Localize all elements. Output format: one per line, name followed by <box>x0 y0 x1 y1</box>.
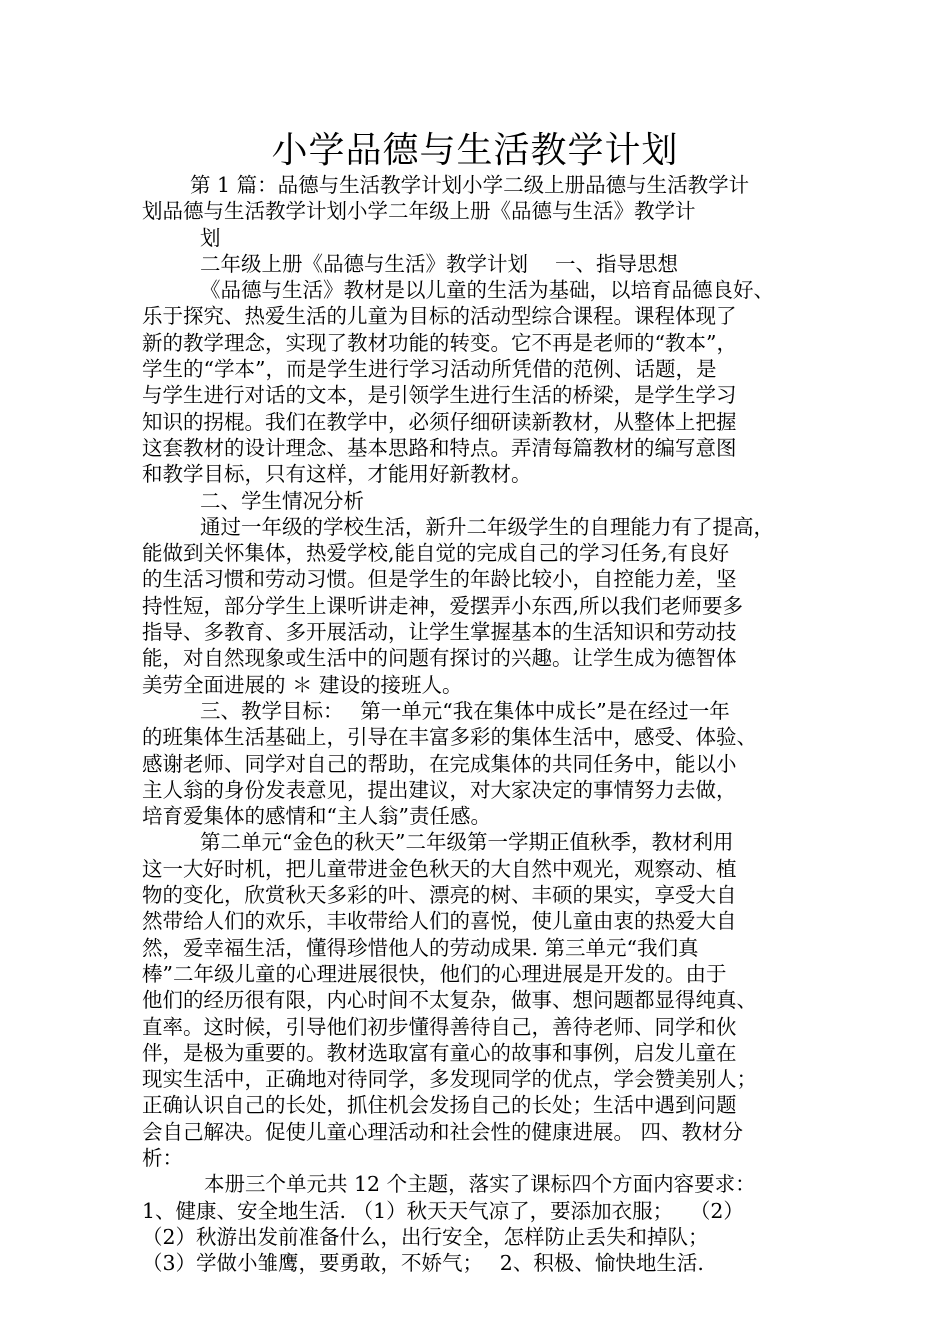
body-line: 新的教学理念，实现了教材功能的转变。它不再是老师的“教本”， <box>142 330 737 355</box>
body-line: 正确认识自己的长处，抓住机会发扬自己的长处；生活中遇到问题 <box>142 1093 737 1118</box>
document-title: 小学品德与生活教学计划 <box>271 130 679 171</box>
body-line: 与学生进行对话的文本，是引领学生进行生活的桥梁，是学生学习 <box>142 383 737 408</box>
body-line: 感谢老师、同学对自己的帮助，在完成集体的共同任务中，能以小 <box>142 751 737 776</box>
body-line: 乐于探究、热爱生活的儿童为目标的活动型综合课程。课程体现了 <box>142 304 737 329</box>
body-line: 划 <box>200 225 221 250</box>
body-line: 和教学目标，只有这样，才能用好新教材。 <box>142 462 532 487</box>
body-line: 的班集体生活基础上，引导在丰富多彩的集体生活中，感受、体验、 <box>142 725 757 750</box>
body-line: 这套教材的设计理念、基本思路和特点。弄清每篇教材的编写意图 <box>142 435 737 460</box>
body-line: 第二单元“金色的秋天”二年级第一学期正值秋季，教材利用 <box>200 830 734 855</box>
body-line: 物的变化，欣赏秋天多彩的叶、漂亮的树、丰硕的果实，享受大自 <box>142 883 737 908</box>
body-line: 然带给人们的欢乐，丰收带给人们的喜悦，使儿童由衷的热爱大自 <box>142 909 737 934</box>
body-line: 然，爱幸福生活，懂得珍惜他人的劳动成果. 第三单元“我们真 <box>142 935 699 960</box>
body-line: 美劳全面进展的 ＊ 建设的接班人。 <box>142 672 463 697</box>
body-line: 三、教学目标： 第一单元“我在集体中成长”是在经过一年 <box>200 698 730 723</box>
body-line: 能做到关怀集体，热爱学校,能自觉的完成自己的学习任务,有良好 <box>142 541 730 566</box>
body-line: 培育爱集体的感情和“主人翁”责任感。 <box>142 804 491 829</box>
body-line: 伴，是极为重要的。教材选取富有童心的故事和事例，启发儿童在 <box>142 1040 737 1065</box>
body-line: 指导、多教育、多开展活动，让学生掌握基本的生活知识和劳动技 <box>142 620 737 645</box>
body-line: 的生活习惯和劳动习惯。但是学生的年龄比较小，自控能力差，坚 <box>142 567 737 592</box>
body-line: 析： <box>142 1145 183 1170</box>
body-line: 他们的经历很有限，内心时间不太复杂，做事、想问题都显得纯真、 <box>142 988 757 1013</box>
body-line: 二年级上册《品德与生活》教学计划 一、指导思想 <box>200 251 679 276</box>
body-line: 直率。这时候，引导他们初步懂得善待自己，善待老师、同学和伙 <box>142 1014 737 1039</box>
body-line: 第 1 篇：品德与生活教学计划小学二级上册品德与生活教学计 <box>190 173 750 197</box>
body-line: 会自己解决。促使儿童心理活动和社会性的健康进展。 四、教材分 <box>142 1119 744 1144</box>
body-line: 主人翁的身份发表意见，提出建议，对大家决定的事情努力去做， <box>142 777 737 802</box>
body-line: 持性短，部分学生上课听讲走神，爱摆弄小东西,所以我们老师要多 <box>142 593 744 618</box>
body-line: （2）秋游出发前准备什么，出行安全，怎样防止丢失和掉队； <box>142 1224 709 1249</box>
document-body <box>142 172 832 1276</box>
body-line: 学生的“学本”，而是学生进行学习活动所凭借的范例、话题，是 <box>142 357 717 382</box>
body-line: 1、健康、安全地生活. （1）秋天天气凉了，要添加衣服； （2） <box>142 1198 744 1223</box>
body-line: 现实生活中，正确地对待同学，多发现同学的优点，学会赞美别人； <box>142 1067 757 1092</box>
body-line: 这一大好时机，把儿童带进金色秋天的大自然中观光，观察动、植 <box>142 856 737 881</box>
body-line: 划品德与生活教学计划小学二年级上册《品德与生活》教学计 <box>142 199 696 224</box>
body-line: 《品德与生活》教材是以儿童的生活为基础，以培育品德良好、 <box>200 278 774 303</box>
body-line: 二、学生情况分析 <box>200 488 364 513</box>
body-line: 本册三个单元共 12 个主题，落实了课标四个方面内容要求： <box>204 1172 756 1197</box>
body-line: （3）学做小雏鹰，要勇敢，不娇气； 2、积极、愉快地生活. <box>142 1251 704 1276</box>
body-line: 棒”二年级儿童的心理进展很快，他们的心理进展是开发的。由于 <box>142 961 727 986</box>
body-line: 能，对自然现象或生活中的问题有探讨的兴趣。让学生成为德智体 <box>142 646 737 671</box>
body-line: 知识的拐棍。我们在教学中，必须仔细研读新教材，从整体上把握 <box>142 409 737 434</box>
body-line: 通过一年级的学校生活，新升二年级学生的自理能力有了提高， <box>200 514 774 539</box>
